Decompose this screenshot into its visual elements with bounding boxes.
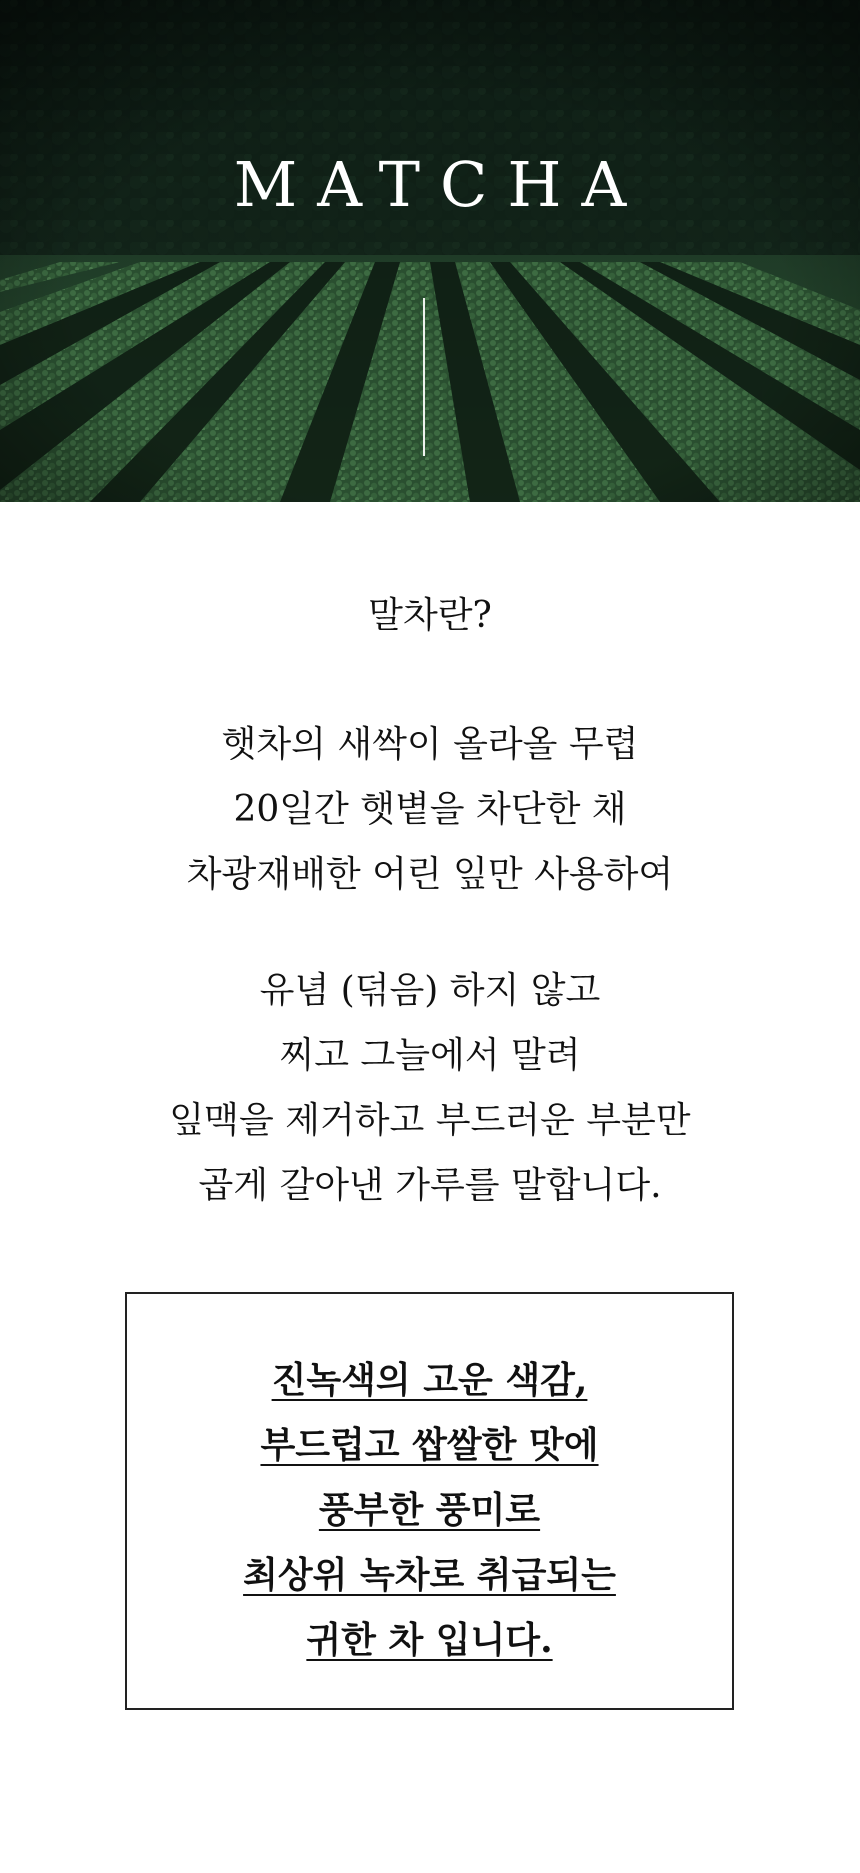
paragraph-line: 잎맥을 제거하고 부드러운 부분만 [169,1100,691,1141]
highlight-line: 풍부한 풍미로 [318,1489,541,1531]
paragraph-line: 20일간 햇볕을 차단한 채 [233,789,627,830]
section-heading: 말차란? [368,595,492,636]
highlight-line: 귀한 차 입니다. [306,1619,553,1661]
highlight-line: 최상위 녹차로 취급되는 [243,1554,616,1596]
intro-paragraph-1 [0,712,860,907]
highlight-line: 부드럽고 쌉쌀한 맛에 [260,1424,599,1466]
highlight-text [127,1348,732,1673]
paragraph-line: 차광재배한 어린 잎만 사용하여 [186,854,674,895]
hero-banner [0,0,860,502]
hero-title: MATCHA [233,148,647,221]
paragraph-line: 곱게 갈아낸 가루를 말합니다. [198,1165,662,1206]
paragraph-line: 찌고 그늘에서 말려 [279,1035,581,1076]
intro-paragraph-2 [0,958,860,1218]
hero-divider-line [423,298,425,456]
paragraph-line: 햇차의 새싹이 올라올 무렵 [221,724,639,765]
highlight-box [125,1292,734,1710]
tea-plantation-photo [0,0,860,502]
paragraph-line: 유념 (덖음) 하지 않고 [259,970,601,1011]
highlight-line: 진녹색의 고운 색감, [271,1359,588,1401]
